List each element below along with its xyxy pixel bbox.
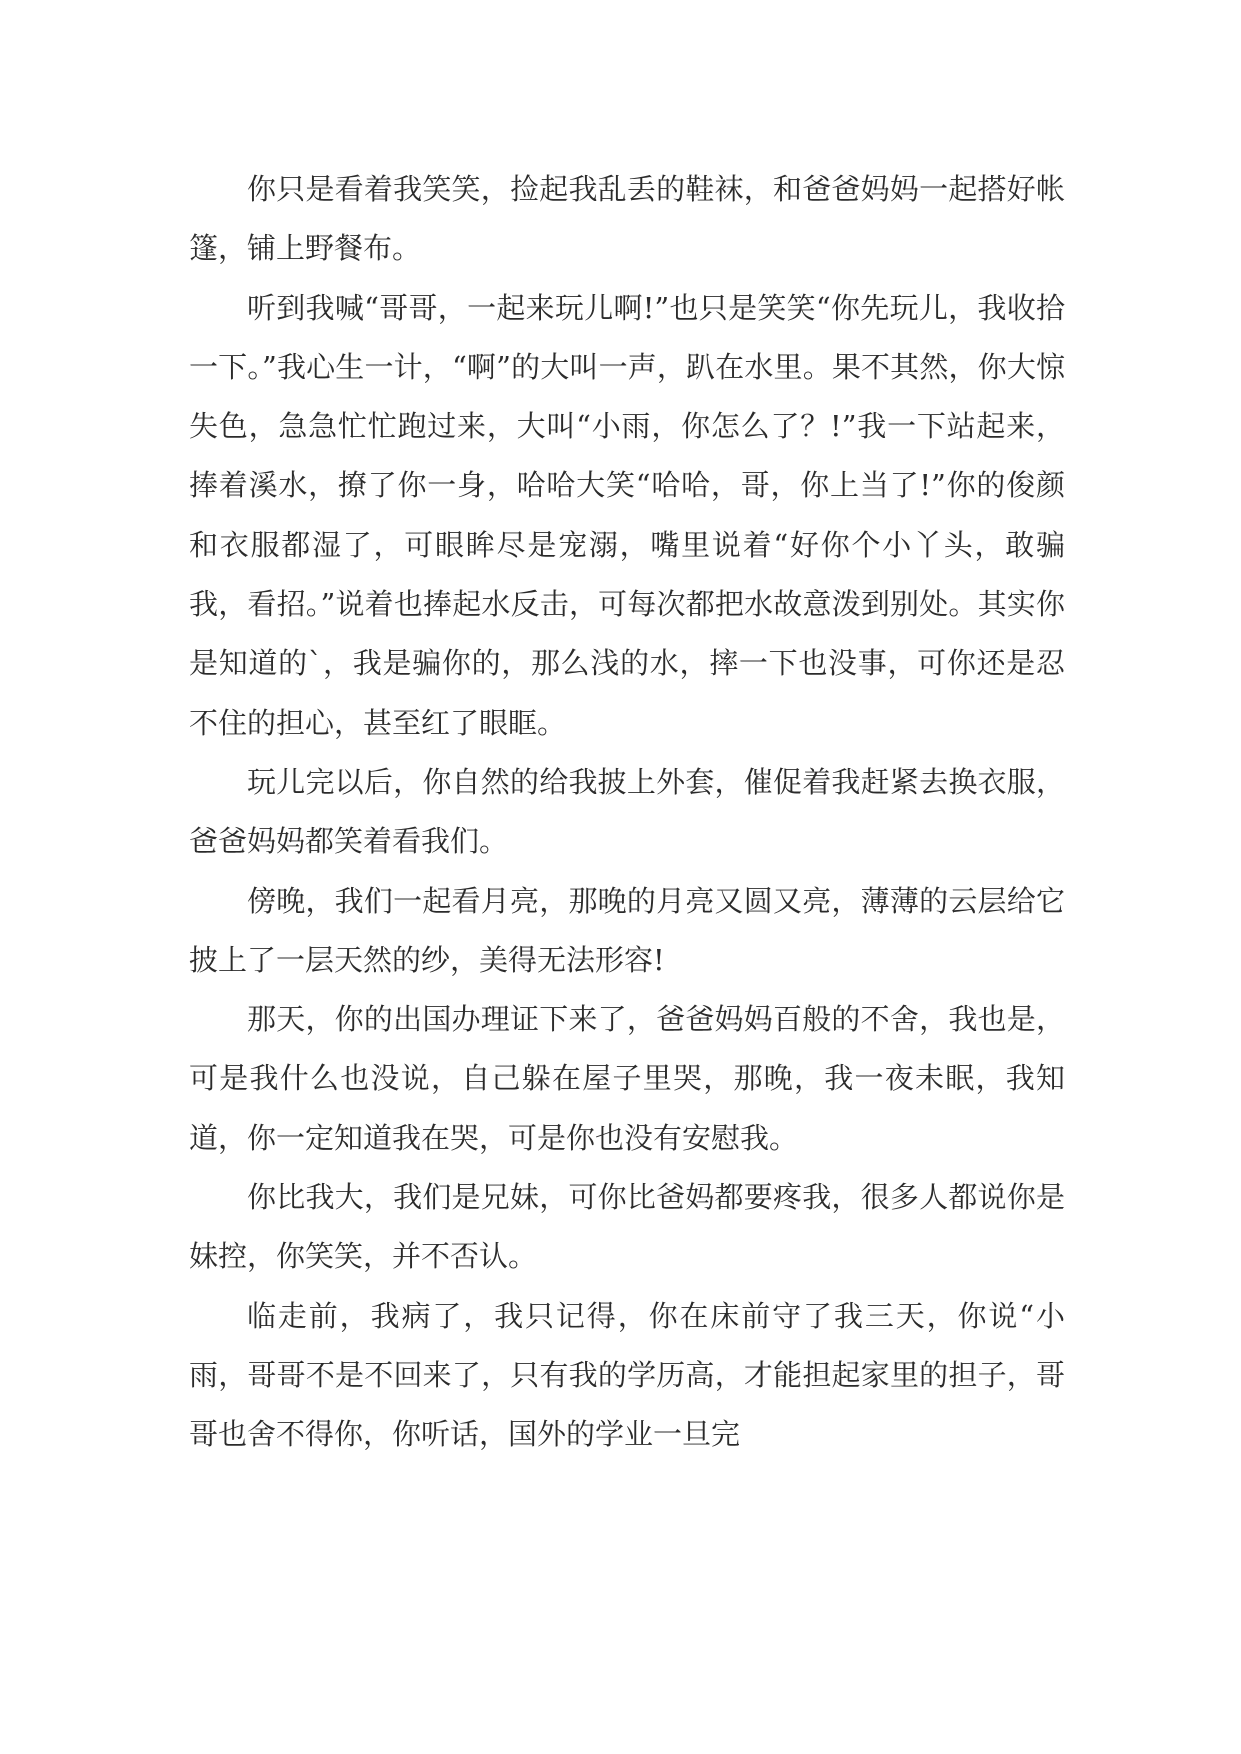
paragraph-6: 你比我大，我们是兄妹，可你比爸妈都要疼我，很多人都说你是妹控，你笑笑，并不否认。 (189, 1180, 1065, 1274)
paragraph-7: 临走前，我病了，我只记得，你在床前守了我三天，你说“小雨，哥哥不是不回来了，只有我的学历高，才能担起家里的担子，哥哥也舍不得你，你听话，国外的学业一旦完 (189, 1298, 1065, 1452)
paragraph-1: 你只是看着我笑笑，捡起我乱丢的鞋袜，和爸爸妈妈一起搭好帐篷，铺上野餐布。 (189, 172, 1065, 266)
paragraph-3: 玩儿完以后，你自然的给我披上外套，催促着我赶紧去换衣服，爸爸妈妈都笑着看我们。 (189, 764, 1065, 859)
body-text (189, 160, 1065, 1465)
paragraph-5: 那天，你的出国办理证下来了，爸爸妈妈百般的不舍，我也是，可是我什么也没说，自己躲在屋子里哭，那晚，我一夜未眠，我知道，你一定知道我在哭，可是你也没有安慰我。 (189, 1002, 1065, 1155)
paragraph-4: 傍晚，我们一起看月亮，那晚的月亮又圆又亮，薄薄的云层给它披上了一层天然的纱，美得无法形容! (189, 883, 1065, 977)
paragraph-2: 听到我喊“哥哥，一起来玩儿啊!”也只是笑笑“你先玩儿，我收拾一下。”我心生一计，“啊”的大叫一声，趴在水里。果不其然，你大惊失色，急急忙忙跑过来，大叫“小雨，你怎么了？!”我一下站起来，捧着溪水，撩了你一身，哈哈大笑“哈哈，哥，你上当了!”你的俊颜和衣服都湿了，可眼眸尽是宠溺，嘴里说着“好你个小丫头，敢骗我，看招。”说着也捧起水反击，可每次都把水故意泼到别处。其实你是知道的`，我是骗你的，那么浅的水，摔一下也没事，可你还是忍不住的担心，甚至红了眼眶。 (189, 290, 1065, 740)
